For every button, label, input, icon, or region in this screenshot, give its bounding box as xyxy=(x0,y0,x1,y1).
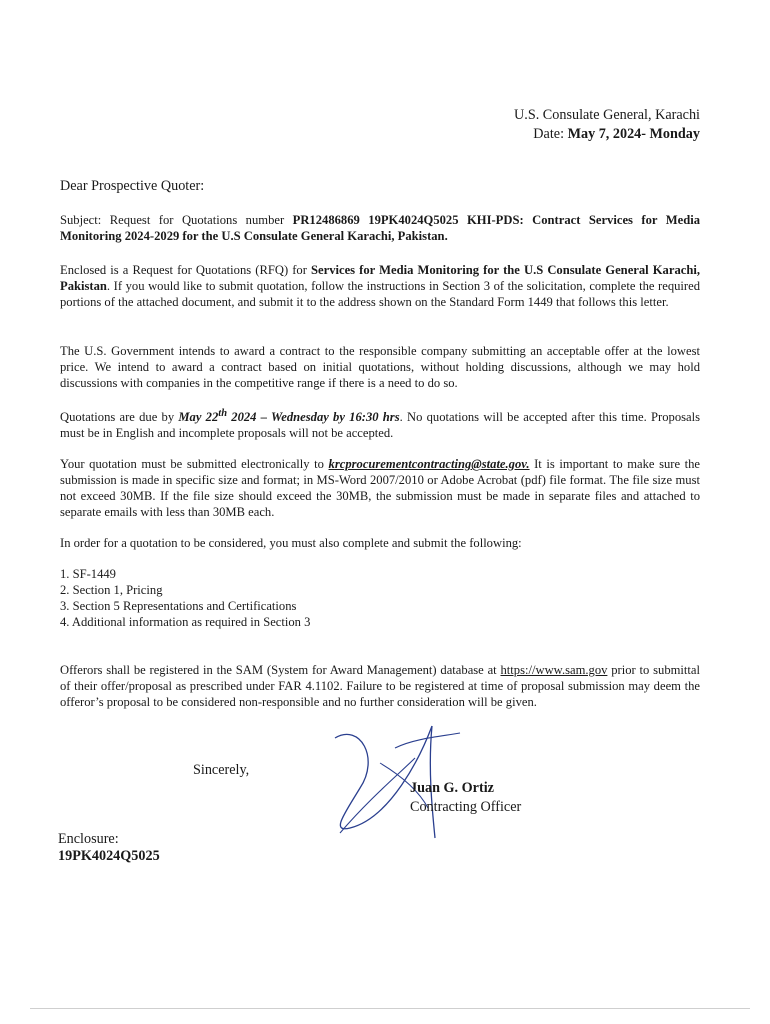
subject-paragraph xyxy=(60,212,700,244)
salutation: Dear Prospective Quoter: xyxy=(60,178,205,194)
due-date: May 22th 2024 – Wednesday by 16:30 hrs xyxy=(178,408,400,425)
enclosed-service: Services for Media Monitoring for the U.S Consulate General Karachi, Pakistan xyxy=(60,263,700,293)
page-bottom-rule xyxy=(30,1008,750,1009)
order-paragraph: In order for a quotation to be considered, you must also complete and submit the following: xyxy=(60,536,522,550)
list-item: 3. Section 5 Representations and Certifications xyxy=(60,599,297,613)
sam-paragraph xyxy=(60,662,700,710)
closing: Sincerely, xyxy=(193,762,250,778)
signer-block xyxy=(410,779,521,817)
enclosure-label: Enclosure: xyxy=(58,831,119,847)
award-paragraph: The U.S. Government intends to award a contract to the responsible company submitting an acceptable offer at the lowest price. We intend to award a contract based on initial quotations, without holding discussions, although we may hold discussions with companies in the competitive range if there is a need to do so. xyxy=(60,344,700,390)
subject-prefix: Subject: Request for Quotations number xyxy=(60,213,293,227)
letter-date xyxy=(514,125,700,144)
subject-title: PR12486869 19PK4024Q5025 KHI-PDS: Contract Services for Media Monitoring 2024-2029 for the U.S Consulate General Karachi, Pakistan. xyxy=(60,213,701,243)
enclosure-block xyxy=(58,831,160,865)
due-paragraph xyxy=(60,406,700,441)
list-item: 1. SF-1449 xyxy=(60,567,116,581)
signer-title: Contracting Officer xyxy=(410,799,522,815)
enclosed-text-c: . If you would like to submit quotation, follow the instructions in Section 3 of the solicitation, complete the required portions of the attached document, and submit it to the address shown on the Standard Form 1449 that follows this letter. xyxy=(60,279,700,309)
enclosed-text-a: Enclosed is a Request for Quotations (RFQ) for xyxy=(60,263,312,277)
sam-text-a: Offerors shall be registered in the SAM (System for Award Management) database at xyxy=(60,663,501,677)
date-value: May 7, 2024- Monday xyxy=(567,126,700,142)
sam-gov-link[interactable]: https://www.sam.gov xyxy=(500,663,608,677)
submit-text-a: Your quotation must be submitted electronically to xyxy=(60,457,329,471)
procurement-email-link[interactable]: krcprocurementcontracting@state.gov. xyxy=(328,457,530,471)
sam-text-c: prior to submittal of their offer/proposal as prescribed under FAR 4.1102. Failure to be registered at time of proposal submission may deem the offeror’s proposal to be considered non-responsible and no further consideration will be given. xyxy=(60,663,700,709)
signer-name: Juan G. Ortiz xyxy=(410,780,494,796)
consulate-name: U.S. Consulate General, Karachi xyxy=(514,107,700,123)
enclosed-paragraph xyxy=(60,262,700,310)
list-item: 4. Additional information as required in Section 3 xyxy=(60,615,311,629)
enclosure-reference: 19PK4024Q5025 xyxy=(58,848,160,864)
submission-paragraph xyxy=(60,456,700,520)
date-label: Date: xyxy=(533,126,568,142)
due-text-a: Quotations are due by xyxy=(60,410,179,425)
requirements-list xyxy=(60,566,310,630)
list-item: 2. Section 1, Pricing xyxy=(60,583,163,597)
due-text-c: . No quotations will be accepted after this time. Proposals must be in English and incomplete proposals will not be accepted. xyxy=(60,410,701,441)
submit-text-c: It is important to make sure the submission is made in specific size and format; in MS-Word 2007/2010 or Adobe Acrobat (pdf) file format. The file size must not exceed 30MB. If the file size should exceed the 30MB, the submission must be made in separate files and attached to separate emails with less than 30MB each. xyxy=(60,457,700,519)
letter-header xyxy=(514,106,700,144)
